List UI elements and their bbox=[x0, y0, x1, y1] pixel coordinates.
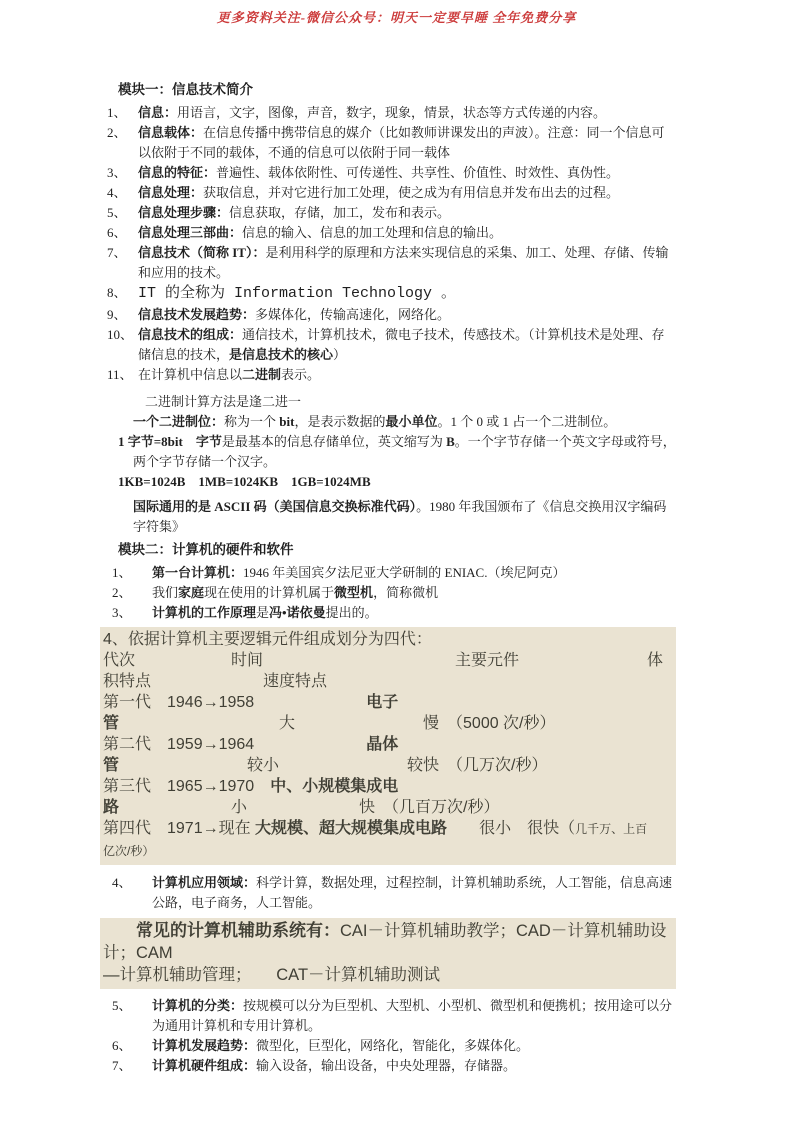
item-text bbox=[152, 996, 676, 1036]
text-segment: 微型机 bbox=[334, 585, 374, 600]
list-item bbox=[105, 283, 676, 305]
text-segment: 多媒体化，传输高速化，网络化。 bbox=[255, 307, 451, 322]
list-item bbox=[105, 325, 676, 365]
item-number: 5、 bbox=[107, 205, 127, 220]
paragraph bbox=[118, 432, 676, 472]
highlight-line bbox=[103, 650, 676, 671]
list-item bbox=[105, 163, 676, 183]
text-segment: 较小 较快 （几万次/秒） bbox=[119, 757, 548, 774]
paragraph bbox=[133, 497, 676, 537]
text-segment: 。一个字节存储一个英文字母或符号，两个字节存储一个汉字。 bbox=[133, 434, 676, 469]
text-segment: 很小 很快（ bbox=[447, 820, 576, 837]
text-segment: 常见的计算机辅助系统有： bbox=[136, 921, 340, 940]
list-item bbox=[105, 243, 676, 283]
text-segment: 是 bbox=[256, 605, 270, 620]
text-segment: 微型化，巨型化，网络化，智能化，多媒体化。 bbox=[256, 1038, 530, 1053]
highlight-line bbox=[103, 776, 676, 797]
text-segment: 信息载体： bbox=[138, 125, 204, 140]
text-segment: ，简称微机 bbox=[373, 585, 439, 600]
text-segment: 信息： bbox=[138, 105, 178, 120]
text-segment: 管 bbox=[103, 715, 120, 732]
item-text bbox=[138, 123, 676, 163]
item-text bbox=[138, 203, 676, 223]
item-number: 6、 bbox=[107, 225, 127, 240]
item-number: 10、 bbox=[107, 327, 134, 342]
text-segment: 。1 个 0 或 1 占一个二进制位。 bbox=[437, 414, 617, 429]
highlight-line bbox=[103, 713, 676, 734]
text-segment: 第二代 1959→1964 bbox=[103, 736, 367, 753]
text-segment: B bbox=[446, 434, 455, 449]
module1-list bbox=[105, 103, 676, 385]
promo-banner: 更多资料关注-微信公众号：明天一定要早睡 全年免费分享 bbox=[216, 10, 577, 25]
list-item bbox=[105, 183, 676, 203]
text-segment: 1KB=1024B 1MB=1024KB 1GB=1024MB bbox=[118, 474, 371, 489]
generations-highlight-block bbox=[100, 627, 676, 865]
text-segment: 计算机应用领域： bbox=[152, 875, 257, 890]
highlight-line bbox=[103, 734, 676, 755]
text-segment: 称为一个 bbox=[224, 414, 280, 429]
text-segment: 用语言，文字，图像，声音，数字，现象，情景，状态等方式传递的内容。 bbox=[177, 105, 607, 120]
text-segment: 计算机的分类： bbox=[152, 998, 244, 1013]
text-segment: 普遍性、载体依附性、可传递性、共享性、价值性、时效性、真伪性。 bbox=[216, 165, 620, 180]
text-segment: 信息处理三部曲： bbox=[138, 225, 243, 240]
list-item bbox=[105, 203, 676, 223]
list-item bbox=[105, 873, 676, 913]
text-segment: 1946 年美国宾夕法尼亚大学研制的 ENIAC.（埃尼阿克） bbox=[243, 565, 566, 580]
text-segment: 提出的。 bbox=[325, 605, 378, 620]
text-segment: 信息技术的组成： bbox=[138, 327, 243, 342]
item-number: 1、 bbox=[107, 105, 127, 120]
text-segment: 计算机的工作原理 bbox=[152, 605, 257, 620]
item-text bbox=[138, 183, 676, 203]
text-segment: 通信技术，计算机技术，微电子技术，传感技术。（计算机技术是处理、存储信息的技术， bbox=[138, 327, 665, 362]
list-item bbox=[105, 123, 676, 163]
module1-heading: 模块一：信息技术简介 bbox=[118, 82, 253, 97]
highlight-line bbox=[103, 840, 676, 862]
list-item bbox=[105, 563, 676, 583]
paragraph bbox=[145, 392, 676, 412]
list-item bbox=[105, 996, 676, 1036]
item-text bbox=[138, 365, 676, 385]
text-segment: 冯•诺依曼 bbox=[269, 605, 326, 620]
text-segment: 家庭 bbox=[178, 585, 205, 600]
list-item bbox=[105, 1036, 676, 1056]
list-item bbox=[105, 583, 676, 603]
text-segment: 按规模可以分为巨型机、大型机、小型机、微型机和便携机；按用途可以分为通用计算机和专用计算机。 bbox=[152, 998, 673, 1033]
text-segment: bit bbox=[279, 414, 295, 429]
item-number: 4、 bbox=[112, 875, 132, 890]
list-item bbox=[105, 223, 676, 243]
item-text bbox=[138, 243, 676, 283]
text-segment: 4、依据计算机主要逻辑元件组成划分为四代： bbox=[103, 631, 432, 648]
list-item bbox=[105, 603, 676, 623]
text-segment: 路 bbox=[103, 799, 120, 816]
text-segment: 第三代 1965→1970 bbox=[103, 778, 271, 795]
text-segment bbox=[103, 922, 136, 940]
module2-heading: 模块二：计算机的硬件和软件 bbox=[118, 542, 294, 557]
text-segment: 信息的特征： bbox=[138, 165, 217, 180]
paragraph bbox=[133, 412, 676, 432]
item-number: 5、 bbox=[112, 998, 132, 1013]
text-segment: 获取信息，并对它进行加工处理，使之成为有用信息并发布出去的过程。 bbox=[203, 185, 620, 200]
text-segment: 表示。 bbox=[281, 367, 321, 382]
list-item bbox=[105, 365, 676, 385]
highlight-line bbox=[103, 964, 676, 986]
item-text bbox=[138, 305, 676, 325]
highlight-line bbox=[103, 818, 676, 840]
list-item bbox=[105, 1056, 676, 1076]
text-segment: 积特点 速度特点 bbox=[103, 673, 328, 690]
item-text bbox=[152, 603, 676, 623]
text-segment: ，是表示数据的 bbox=[294, 414, 386, 429]
aux-systems-highlight-block bbox=[100, 918, 676, 989]
text-segment: 大规模、超大规模集成电路 bbox=[255, 820, 448, 837]
module2-list-top bbox=[105, 563, 676, 623]
text-segment: 。1980 年我国颁布了《信息交换用汉字编码字符集》 bbox=[133, 499, 667, 534]
text-segment: 小 快 （几百万次/秒） bbox=[119, 799, 500, 816]
item-text bbox=[152, 583, 676, 603]
text-segment: 现在使用的计算机属于 bbox=[204, 585, 335, 600]
item-number: 9、 bbox=[107, 307, 127, 322]
item-number: 11、 bbox=[107, 367, 133, 382]
text-segment: 1 字节=8bit 字节 bbox=[118, 434, 222, 449]
text-segment: —计算机辅助管理； CAT－计算机辅助测试 bbox=[103, 966, 441, 984]
text-segment: 我们 bbox=[152, 585, 179, 600]
text-segment: 输入设备，输出设备，中央处理器，存储器。 bbox=[256, 1058, 517, 1073]
item-number: 8、 bbox=[107, 285, 127, 300]
item-text bbox=[138, 283, 676, 305]
text-segment: 信息的输入、信息的加工处理和信息的输出。 bbox=[242, 225, 503, 240]
item-number: 2、 bbox=[112, 585, 132, 600]
text-segment: 电子 bbox=[366, 694, 399, 711]
text-segment: 计算机发展趋势： bbox=[152, 1038, 257, 1053]
module2-list-bottom bbox=[105, 996, 676, 1076]
paragraph bbox=[118, 472, 676, 492]
text-segment: 代次 时间 主要元件 体 bbox=[103, 652, 664, 669]
text-segment: 在计算机中信息以 bbox=[138, 367, 243, 382]
item-text bbox=[152, 563, 676, 583]
text-segment: 大 慢 （5000 次/秒） bbox=[119, 715, 556, 732]
list-item bbox=[105, 305, 676, 325]
item-text bbox=[138, 325, 676, 365]
highlight-line bbox=[103, 671, 676, 692]
item-text bbox=[152, 873, 676, 913]
item-text bbox=[138, 223, 676, 243]
text-segment: 第一台计算机： bbox=[152, 565, 244, 580]
module1-paragraphs bbox=[105, 392, 676, 537]
document-page bbox=[0, 26, 793, 1076]
text-segment: 二进制 bbox=[242, 367, 282, 382]
item-text bbox=[138, 103, 676, 123]
text-segment: 信息技术发展趋势： bbox=[138, 307, 256, 322]
text-segment: 信息处理步骤： bbox=[138, 205, 230, 220]
text-segment: 第一代 1946→1958 bbox=[103, 694, 367, 711]
item-number: 3、 bbox=[107, 165, 127, 180]
text-segment: 晶体 bbox=[366, 736, 399, 753]
item-number: 7、 bbox=[112, 1058, 132, 1073]
item-number: 7、 bbox=[107, 245, 127, 260]
text-segment: 中、小规模集成电 bbox=[270, 778, 399, 795]
item-number: 4、 bbox=[107, 185, 127, 200]
highlight-line bbox=[103, 797, 676, 818]
item-number: 2、 bbox=[107, 125, 127, 140]
text-segment: 是最基本的信息存储单位，英文缩写为 bbox=[221, 434, 447, 449]
text-segment: 在信息传播中携带信息的媒介（比如教师讲课发出的声波）。注意：同一个信息可以依附于不同的载体，不通的信息可以依附于同一载体 bbox=[138, 125, 665, 160]
highlight-line bbox=[103, 755, 676, 776]
highlight-line bbox=[103, 692, 676, 713]
text-segment: IT 的全称为 Information Technology 。 bbox=[138, 285, 457, 302]
text-segment: 科学计算，数据处理，过程控制，计算机辅助系统，人工智能，信息高速公路，电子商务，人工智能。 bbox=[152, 875, 673, 910]
text-segment: 计算机硬件组成： bbox=[152, 1058, 257, 1073]
item-text bbox=[152, 1056, 676, 1076]
text-segment: 信息获取，存储，加工，发布和表示。 bbox=[229, 205, 451, 220]
text-segment: 第四代 1971→现在 bbox=[103, 820, 256, 837]
text-segment: 是信息技术的核心 bbox=[229, 347, 334, 362]
text-segment: 几千万、上百 bbox=[575, 822, 648, 836]
text-segment: 最小单位 bbox=[385, 414, 438, 429]
module2-list-mid bbox=[105, 873, 676, 913]
highlight-line bbox=[103, 629, 676, 650]
highlight-line bbox=[103, 920, 676, 964]
item-number: 1、 bbox=[112, 565, 132, 580]
item-number: 6、 bbox=[112, 1038, 132, 1053]
text-segment: 信息技术（简称 IT）： bbox=[138, 245, 266, 260]
item-text bbox=[152, 1036, 676, 1056]
text-segment: 国际通用的是 ASCII 码（美国信息交换标准代码） bbox=[133, 499, 417, 514]
item-text bbox=[138, 163, 676, 183]
text-segment: CAI－计算机辅助教学；CAD－计算机辅助设计；CAM bbox=[103, 922, 667, 962]
text-segment: 一个二进制位： bbox=[133, 414, 225, 429]
item-number: 3、 bbox=[112, 605, 132, 620]
text-segment: 信息处理： bbox=[138, 185, 204, 200]
text-segment: 管 bbox=[103, 757, 120, 774]
text-segment: 二进制计算方法是逢二进一 bbox=[145, 394, 302, 409]
text-segment: 亿次/秒） bbox=[103, 844, 155, 858]
text-segment: 是利用科学的原理和方法来实现信息的采集、加工、处理、存储、传输和应用的技术。 bbox=[138, 245, 669, 280]
text-segment: ） bbox=[333, 347, 347, 362]
list-item bbox=[105, 103, 676, 123]
